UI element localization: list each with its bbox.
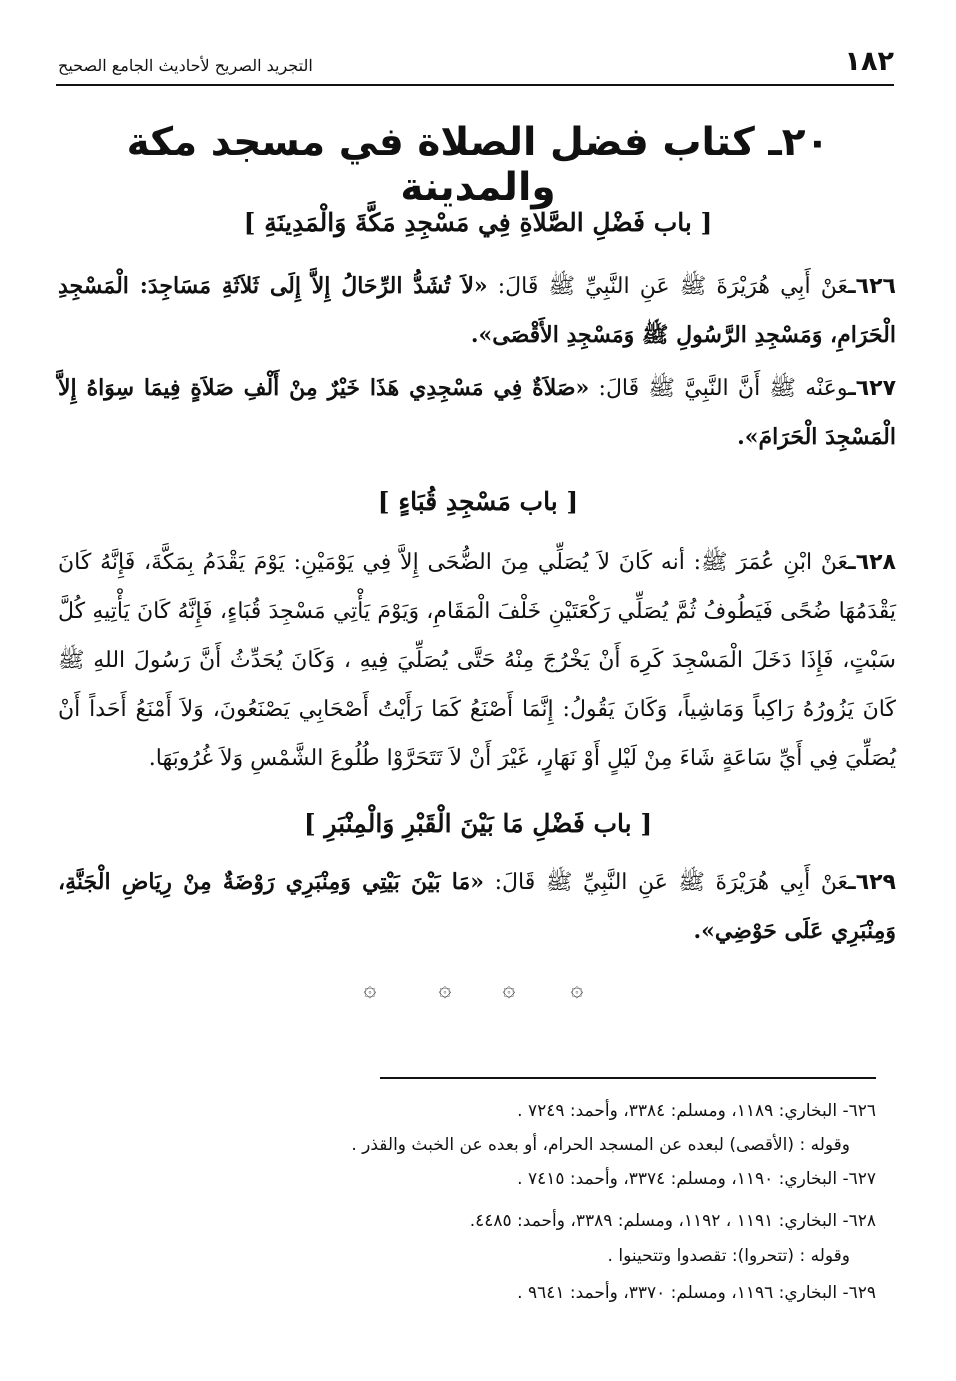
hadith-629	[58, 858, 896, 956]
hadith-intro: عَنْ أَبِي هُرَيْرَةَ ﷺ عَنِ النَّبِيِّ ﷺ قَالَ:	[497, 274, 849, 299]
bab-heading: [ باب فَضْلِ الصَّلاةِ فِي مَسْجِدِ مَكَّةَ وَالْمَدِينَةِ ]	[243, 208, 713, 237]
header-rule	[56, 84, 894, 86]
hadith-text: «صَلاَةٌ فِي مَسْجِدِي هَذَا خَيْرٌ مِنْ أَلْفِ صَلاَةٍ فِيمَا سِوَاهُ إِلاَّ الْمَسْجِدَ الْحَرَامَ».	[58, 375, 896, 450]
footnote: وقوله : (تتحروا): تقصدوا وتتحينوا .	[607, 1246, 850, 1266]
hadith-intro: عَنْ أَبِي هُرَيْرَةَ ﷺ عَنِ النَّبِيِّ ﷺ قَالَ:	[494, 870, 849, 895]
footnote: ٦٢٧- البخاري: ١١٩٠، ومسلم: ٣٣٧٤، وأحمد: ٧٤١٥ .	[517, 1169, 876, 1189]
bab-heading: [ باب مَسْجِدِ قُبَاءٍ ]	[377, 487, 579, 516]
footnote: وقوله : (الأقصى) لبعده عن المسجد الحرام، أو بعده عن الخبث والقذر .	[351, 1135, 850, 1155]
hadith-627	[58, 364, 896, 462]
bab-heading: [ باب فَضْلِ مَا بَيْنَ الْقَبْرِ وَالْمِنْبَرِ ]	[303, 809, 653, 838]
hadith-text: «لاَ تُشَدُّ الرِّحَالُ إِلاَّ إِلَى ثَلاَثَةِ مَسَاجِدَ: الْمَسْجِدِ الْحَرَامِ، وَمَسْجِدِ الرَّسُولِ ﷺ وَمَسْجِدِ الأَقْصَى».	[58, 273, 896, 348]
hadith-text: «مَا بَيْنَ بَيْتِي وَمِنْبَرِي رَوْضَةٌ مِنْ رِيَاضِ الْجَنَّةِ، وَمِنْبَرِي عَلَى حَوْضِي».	[58, 869, 896, 944]
hadith-number: ٦٢٦ـ	[848, 274, 896, 299]
hadith-number: ٦٢٨ـ	[848, 550, 896, 575]
running-title: التجريد الصريح لأحاديث الجامع الصحيح	[58, 56, 313, 75]
page-number: ١٨٢	[844, 46, 894, 77]
star-ornament-icon: ۞	[502, 977, 516, 1002]
hadith-628	[58, 538, 896, 783]
footnote-rule	[380, 1077, 876, 1079]
page-header	[58, 46, 894, 80]
hadith-number: ٦٢٧ـ	[848, 376, 897, 401]
footnote: ٦٢٩- البخاري: ١١٩٦، ومسلم: ٣٣٧٠، وأحمد: ٩٦٤١ .	[517, 1283, 876, 1303]
footnote: ٦٢٦- البخاري: ١١٨٩، ومسلم: ٣٣٨٤، وأحمد: ٧٢٤٩ .	[517, 1101, 876, 1121]
hadith-626	[58, 262, 896, 360]
star-ornament-icon: ۞	[570, 977, 584, 1002]
hadith-intro: وعَنْه ﷺ أَنَّ النَّبِيَّ ﷺ قَالَ:	[598, 376, 849, 401]
star-ornament-icon: ۞	[363, 977, 377, 1002]
star-ornament-icon: ۞	[438, 977, 452, 1002]
footnote: ٦٢٨- البخاري: ١١٩١ ، ١١٩٢، ومسلم: ٣٣٨٩، وأحمد: ٤٤٨٥.	[469, 1211, 876, 1231]
chapter-title: ٢٠ـ كتاب فضل الصلاة في مسجد مكة والمدينة	[126, 120, 830, 210]
hadith-text: عَنْ ابْنِ عُمَرَ ﷺ: أنه كَانَ لاَ يُصَلِّي مِنَ الضُّحَى إِلاَّ فِي يَوْمَيْنِ: يَوْمَ يَقْدَمُ بِمَكَّةَ، فَإِنَّهُ كَانَ يَقْدَمُهَا ضُحًى فَيَطُوفُ ثُمَّ يُصَلِّي رَكْعَتَيْنِ خَلْفَ الْمَقَامِ، وَيَوْمَ يَأْتِي مَسْجِدَ قُبَاءٍ، فَإِنَّهُ كَانَ يَأْتِيهِ كُلَّ سَبْتٍ، فَإِذَا دَخَلَ الْمَسْجِدَ كَرِهَ أَنْ يَخْرُجَ مِنْهُ حَتَّى يُصَلِّيَ فِيهِ ، وَكَانَ يُحَدِّثُ أَنَّ رَسُولَ اللهِ ﷺ كَانَ يَزُورُهُ رَاكِباً وَمَاشِياً، وَكَانَ يَقُولُ: إِنَّمَا أَصْنَعُ كَمَا رَأَيْتُ أَصْحَابِي يَصْنَعُونَ، وَلاَ أَمْنَعُ أَحَداً أَنْ يُصَلِّيَ فِي أَيِّ سَاعَةٍ شَاءَ مِنْ لَيْلٍ أَوْ نَهَارٍ، غَيْرَ أَنْ لاَ تَتَحَرَّوْا طُلُوعَ الشَّمْسِ وَلاَ غُرُوبَهَا.	[58, 550, 896, 771]
hadith-number: ٦٢٩ـ	[848, 870, 896, 895]
section-end-ornament	[0, 978, 956, 1008]
